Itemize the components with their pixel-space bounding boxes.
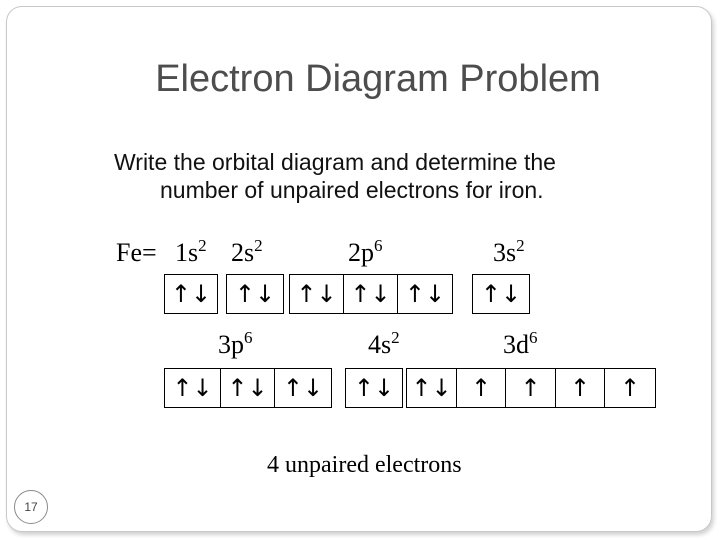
orbital-cell: ↑ xyxy=(506,369,556,407)
sublevel-label-4s xyxy=(368,330,400,360)
slide-title: Electron Diagram Problem xyxy=(155,58,601,100)
sublevel-superscript: 6 xyxy=(374,236,383,255)
prompt-line-1: Write the orbital diagram and determine the xyxy=(114,149,556,175)
orbital-cell: ↑↓ xyxy=(407,369,457,407)
sublevel-name: 4s xyxy=(368,330,392,359)
sublevel-name: 2s xyxy=(231,238,255,267)
orbital-cell: ↑↓ xyxy=(282,374,324,402)
orbital-cell: ↑↓ xyxy=(480,280,522,308)
orbital-box-2s xyxy=(226,274,284,314)
sublevel-label-3p xyxy=(218,330,253,360)
orbital-cell: ↑↓ xyxy=(234,280,276,308)
orbital-cell: ↑ xyxy=(556,369,605,407)
answer-text: 4 unpaired electrons xyxy=(267,452,462,478)
sublevel-name: 3p xyxy=(218,330,244,359)
sublevel-name: 1s xyxy=(175,238,199,267)
orbital-cell: ↑↓ xyxy=(404,280,446,308)
orbital-cell: ↑ xyxy=(619,374,641,402)
sublevel-superscript: 2 xyxy=(516,236,525,255)
orbital-cell: ↑ xyxy=(457,369,506,407)
orbital-box-3p xyxy=(164,368,332,408)
page-number-badge: 17 xyxy=(14,490,48,524)
orbital-cell: ↑↓ xyxy=(290,275,344,313)
orbital-box-3d xyxy=(406,368,656,408)
sublevel-superscript: 2 xyxy=(254,236,263,255)
problem-prompt xyxy=(114,148,674,204)
orbital-cell: ↑↓ xyxy=(344,275,398,313)
sublevel-name: 3s xyxy=(493,238,517,267)
sublevel-superscript: 2 xyxy=(198,236,207,255)
orbital-cell: ↑↓ xyxy=(170,280,212,308)
sublevel-label-2p xyxy=(348,238,383,268)
orbital-box-1s xyxy=(164,274,218,314)
prompt-line-2: number of unpaired electrons for iron. xyxy=(160,177,544,203)
sublevel-superscript: 6 xyxy=(529,328,538,347)
orbital-box-2p xyxy=(289,274,453,314)
sublevel-name: 2p xyxy=(348,238,374,267)
orbital-cell: ↑↓ xyxy=(353,374,395,402)
sublevel-label-3s xyxy=(493,238,525,268)
sublevel-superscript: 6 xyxy=(244,328,253,347)
element-label: Fe= xyxy=(116,238,157,267)
sublevel-label-2s xyxy=(231,238,263,268)
orbital-box-3s xyxy=(472,274,530,314)
sublevel-superscript: 2 xyxy=(391,328,400,347)
orbital-cell: ↑↓ xyxy=(221,369,275,407)
orbital-box-4s xyxy=(345,368,403,408)
sublevel-label-3d xyxy=(503,330,538,360)
sublevel-label-1s xyxy=(175,238,207,268)
orbital-cell: ↑↓ xyxy=(165,369,221,407)
sublevel-name: 3d xyxy=(503,330,529,359)
